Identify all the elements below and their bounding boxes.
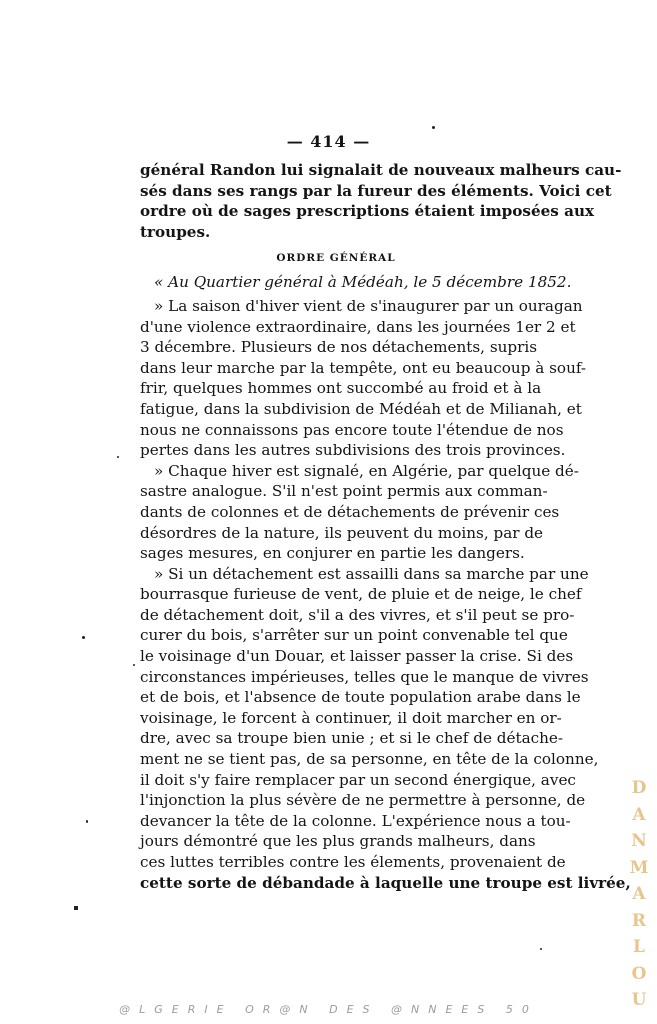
- watermark-letter: A: [632, 804, 646, 825]
- intro-line-4: troupes.: [140, 222, 211, 241]
- paragraph-line: pertes dans les autres subdivisions des trois provinces.: [140, 441, 566, 460]
- scan-speck: [86, 820, 88, 823]
- paragraph-line: » La saison d'hiver vient de s'inaugurer par un ouragan: [154, 296, 583, 315]
- intro-line-1: général Randon lui signalait de nouveaux malheurs cau-: [140, 161, 622, 179]
- section-heading: ORDRE GÉNÉRAL: [276, 252, 396, 265]
- paragraph-line: dants de colonnes et de détachements de prévenir ces: [140, 502, 560, 521]
- watermark-letter: M: [629, 857, 649, 878]
- footer-watermark: @LGERIE OR@N DES @NNEES 50: [119, 1003, 538, 1016]
- paragraph-line: curer du bois, s'arrêter sur un point convenable tel que: [140, 626, 568, 645]
- scan-speck: [432, 126, 435, 129]
- paragraph-line: d'une violence extraordinaire, dans les journées 1er 2 et: [140, 317, 576, 336]
- dateline: « Au Quartier général à Médéah, le 5 décembre 1852.: [154, 273, 572, 292]
- paragraph-line: il doit s'y faire remplacer par un second énergique, avec: [140, 770, 576, 789]
- intro-paragraph: [140, 160, 622, 242]
- paragraph-3: [140, 564, 631, 894]
- paragraph-line: ment ne se tient pas, de sa personne, en tête de la colonne,: [140, 750, 599, 769]
- vertical-watermark: [629, 775, 649, 1014]
- paragraph-line: désordres de la nature, ils peuvent du moins, par de: [140, 523, 544, 542]
- paragraph-line: sages mesures, en conjurer en partie les dangers.: [140, 544, 525, 563]
- scan-speck: [74, 906, 78, 910]
- paragraph-line: » Chaque hiver est signalé, en Algérie, par quelque dé-: [154, 461, 579, 480]
- scan-speck: [82, 636, 85, 639]
- paragraph-line: nous ne connaissons pas encore toute l'étendue de nos: [140, 420, 564, 439]
- watermark-letter: U: [631, 990, 647, 1010]
- watermark-letter: D: [631, 778, 647, 798]
- intro-line-3: ordre où de sages prescriptions étaient imposées aux: [140, 202, 595, 221]
- watermark-letter: L: [633, 937, 645, 957]
- book-text: [140, 160, 631, 893]
- paragraph-line: dre, avec sa troupe bien unie ; et si le chef de détache-: [140, 729, 564, 748]
- paragraph-line: de détachement doit, s'il a des vivres, et s'il peut se pro-: [140, 605, 575, 624]
- paragraph-line: bourrasque furieuse de vent, de pluie et de neige, le chef: [140, 585, 582, 604]
- paragraph-line: l'injonction la plus sévère de ne permettre à personne, de: [140, 791, 586, 810]
- watermark-letter: N: [631, 831, 647, 851]
- paragraph-line: le voisinage d'un Douar, et laisser passer la crise. Si des: [140, 647, 574, 666]
- paragraph-line: sastre analogue. S'il n'est point permis aux comman-: [140, 482, 548, 501]
- paragraph-line: voisinage, le forcent à continuer, il doit marcher en or-: [140, 708, 562, 727]
- paragraph-line: » Si un détachement est assailli dans sa marche par une: [154, 564, 589, 583]
- scan-speck: [540, 948, 542, 950]
- paragraph-2: [140, 461, 579, 564]
- paragraph-1: [140, 296, 587, 461]
- paragraph-line: et de bois, et l'absence de toute population arabe dans le: [140, 688, 581, 707]
- paragraph-line: frir, quelques hommes ont succombé au froid et à la: [140, 379, 542, 398]
- paragraph-line: dans leur marche par la tempête, ont eu beaucoup à souf-: [140, 358, 587, 377]
- watermark-letter: O: [631, 963, 647, 984]
- paragraph-line: 3 décembre. Plusieurs de nos détachements, supris: [140, 338, 538, 357]
- paragraph-line: circonstances impérieuses, telles que le manque de vivres: [140, 667, 589, 686]
- watermark-letter: R: [631, 910, 647, 931]
- page-number: — 414 —: [286, 132, 371, 151]
- intro-line-2: sés dans ses rangs par la fureur des éléments. Voici cet: [140, 181, 612, 200]
- paragraph-line: fatigue, dans la subdivision de Médéah et de Milianah, et: [140, 399, 582, 418]
- paragraph-line: ces luttes terribles contre les élements, provenaient de: [140, 853, 566, 871]
- paragraph-line: cette sorte de débandade à laquelle une troupe est livrée,: [140, 873, 631, 892]
- watermark-letter: A: [632, 884, 646, 904]
- scan-speck: [133, 664, 135, 666]
- scan-speck: [117, 456, 119, 458]
- paragraph-line: devancer la tête de la colonne. L'expérience nous a tou-: [140, 811, 571, 830]
- paragraph-line: jours démontré que les plus grands malheurs, dans: [140, 832, 536, 851]
